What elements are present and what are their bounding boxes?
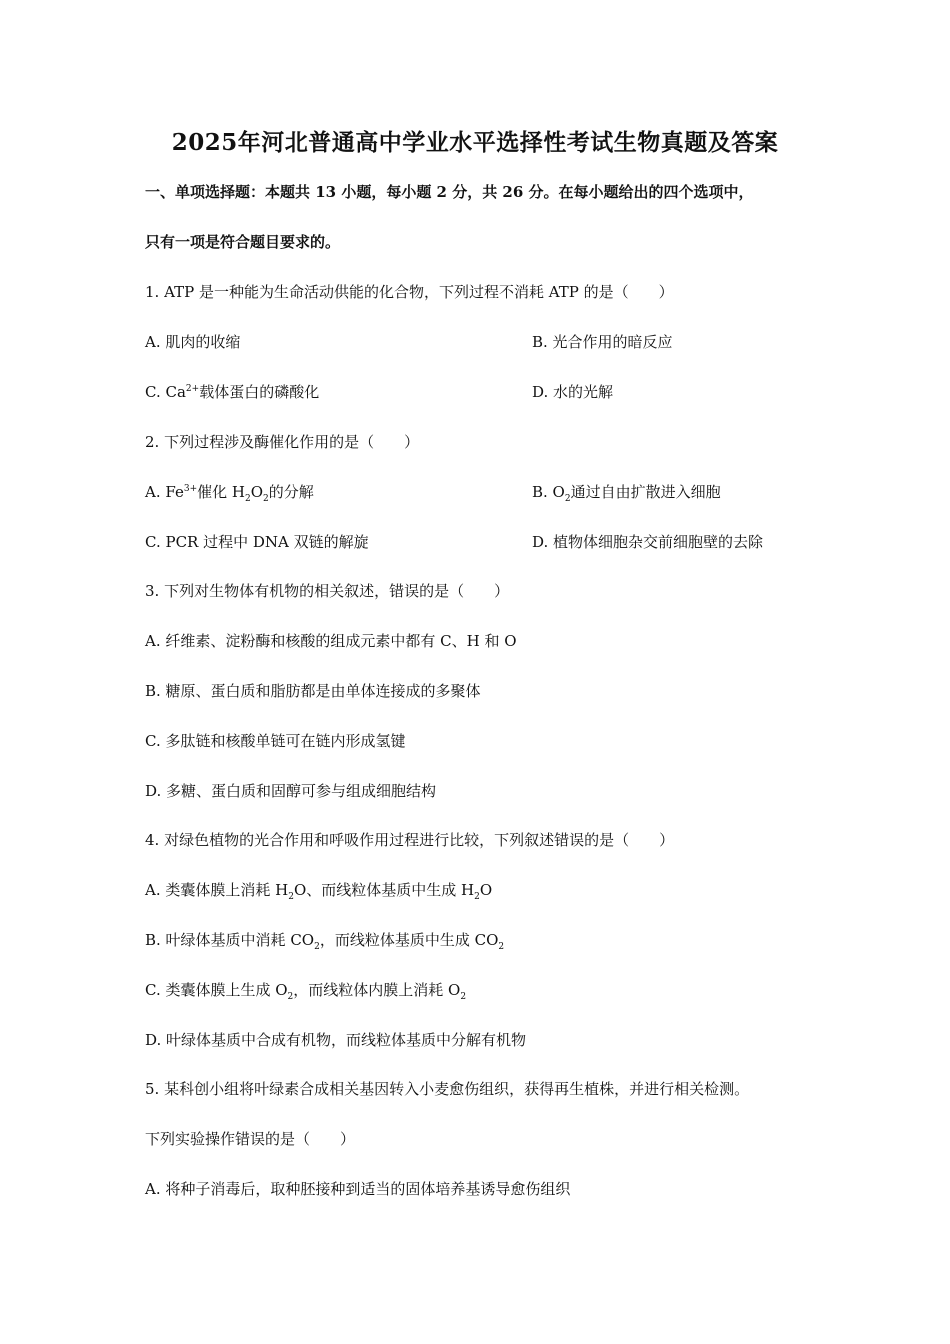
question-5-stem-line2: 下列实验操作错误的是（ ） (145, 1130, 356, 1148)
question-3-stem: 3. 下列对生物体有机物的相关叙述，错误的是（ ） (145, 582, 510, 600)
option-text: 通过自由扩散进入细胞 (570, 483, 721, 501)
question-1-stem: 1. ATP 是一种能为生命活动供能的化合物，下列过程不消耗 ATP 的是（ ） (145, 283, 674, 301)
option-text: 载体蛋白的磷酸化 (199, 383, 320, 401)
question-1-option-c (145, 381, 319, 402)
subscript: 2 (288, 892, 294, 902)
option-text: A. Fe (145, 483, 184, 501)
question-3-option-b: B. 糖原、蛋白质和脂肪都是由单体连接成的多聚体 (145, 682, 481, 700)
question-2-option-a (145, 481, 314, 504)
question-1-option-a: A. 肌肉的收缩 (145, 333, 241, 351)
option-text: O (250, 483, 264, 501)
section-heading-line1: 一、单项选择题：本题共 13 小题，每小题 2 分，共 26 分。在每小题给出的四个选项中， (145, 183, 754, 201)
question-4-option-c (145, 979, 466, 1002)
superscript: 2+ (185, 384, 200, 394)
subscript: 2 (474, 892, 480, 902)
question-4-option-b (145, 929, 504, 952)
question-4-option-a (145, 879, 492, 902)
subscript: 2 (314, 942, 320, 952)
question-1-option-b: B. 光合作用的暗反应 (532, 333, 673, 351)
question-5-stem-line1: 5. 某科创小组将叶绿素合成相关基因转入小麦愈伤组织，获得再生植株，并进行相关检测。 (145, 1080, 750, 1098)
option-text: C. 类囊体膜上生成 O (145, 981, 288, 999)
option-text: O、而线粒体基质中生成 H (293, 881, 475, 899)
option-text: ，而线粒体基质中生成 CO (319, 931, 499, 949)
page-title: 2025年河北普通高中学业水平选择性考试生物真题及答案 (171, 129, 779, 156)
question-2-option-c: C. PCR 过程中 DNA 双链的解旋 (145, 533, 369, 551)
question-5-option-a: A. 将种子消毒后，取种胚接种到适当的固体培养基诱导愈伤组织 (145, 1180, 571, 1198)
subscript: 2 (244, 494, 251, 504)
option-text: 催化 H (197, 483, 245, 501)
subscript: 2 (460, 992, 467, 1002)
question-2-stem: 2. 下列过程涉及酶催化作用的是（ ） (145, 433, 420, 451)
question-3-option-d: D. 多糖、蛋白质和固醇可参与组成细胞结构 (145, 782, 437, 800)
option-text: 的分解 (268, 483, 314, 501)
option-text: C. Ca (145, 383, 186, 401)
subscript: 2 (263, 494, 269, 504)
section-heading-line2: 只有一项是符合题目要求的。 (145, 233, 341, 251)
question-3-option-a: A. 纤维素、淀粉酶和核酸的组成元素中都有 C、H 和 O (145, 632, 517, 650)
question-4-option-d: D. 叶绿体基质中合成有机物，而线粒体基质中分解有机物 (145, 1031, 527, 1049)
question-3-option-c: C. 多肽链和核酸单链可在链内形成氢键 (145, 732, 406, 750)
superscript: 3+ (183, 484, 198, 494)
question-4-stem: 4. 对绿色植物的光合作用和呼吸作用过程进行比较，下列叙述错误的是（ ） (145, 831, 675, 849)
subscript: 2 (564, 494, 571, 504)
option-text: A. 类囊体膜上消耗 H (145, 881, 289, 899)
question-2-option-d: D. 植物体细胞杂交前细胞壁的去除 (532, 533, 764, 551)
option-text: B. O (532, 483, 565, 501)
question-2-option-b (532, 481, 721, 504)
subscript: 2 (498, 942, 505, 952)
option-text: B. 叶绿体基质中消耗 CO (145, 931, 315, 949)
subscript: 2 (287, 992, 294, 1002)
option-text: O (479, 881, 493, 899)
question-1-option-d: D. 水的光解 (532, 383, 614, 401)
option-text: ，而线粒体内膜上消耗 O (293, 981, 461, 999)
